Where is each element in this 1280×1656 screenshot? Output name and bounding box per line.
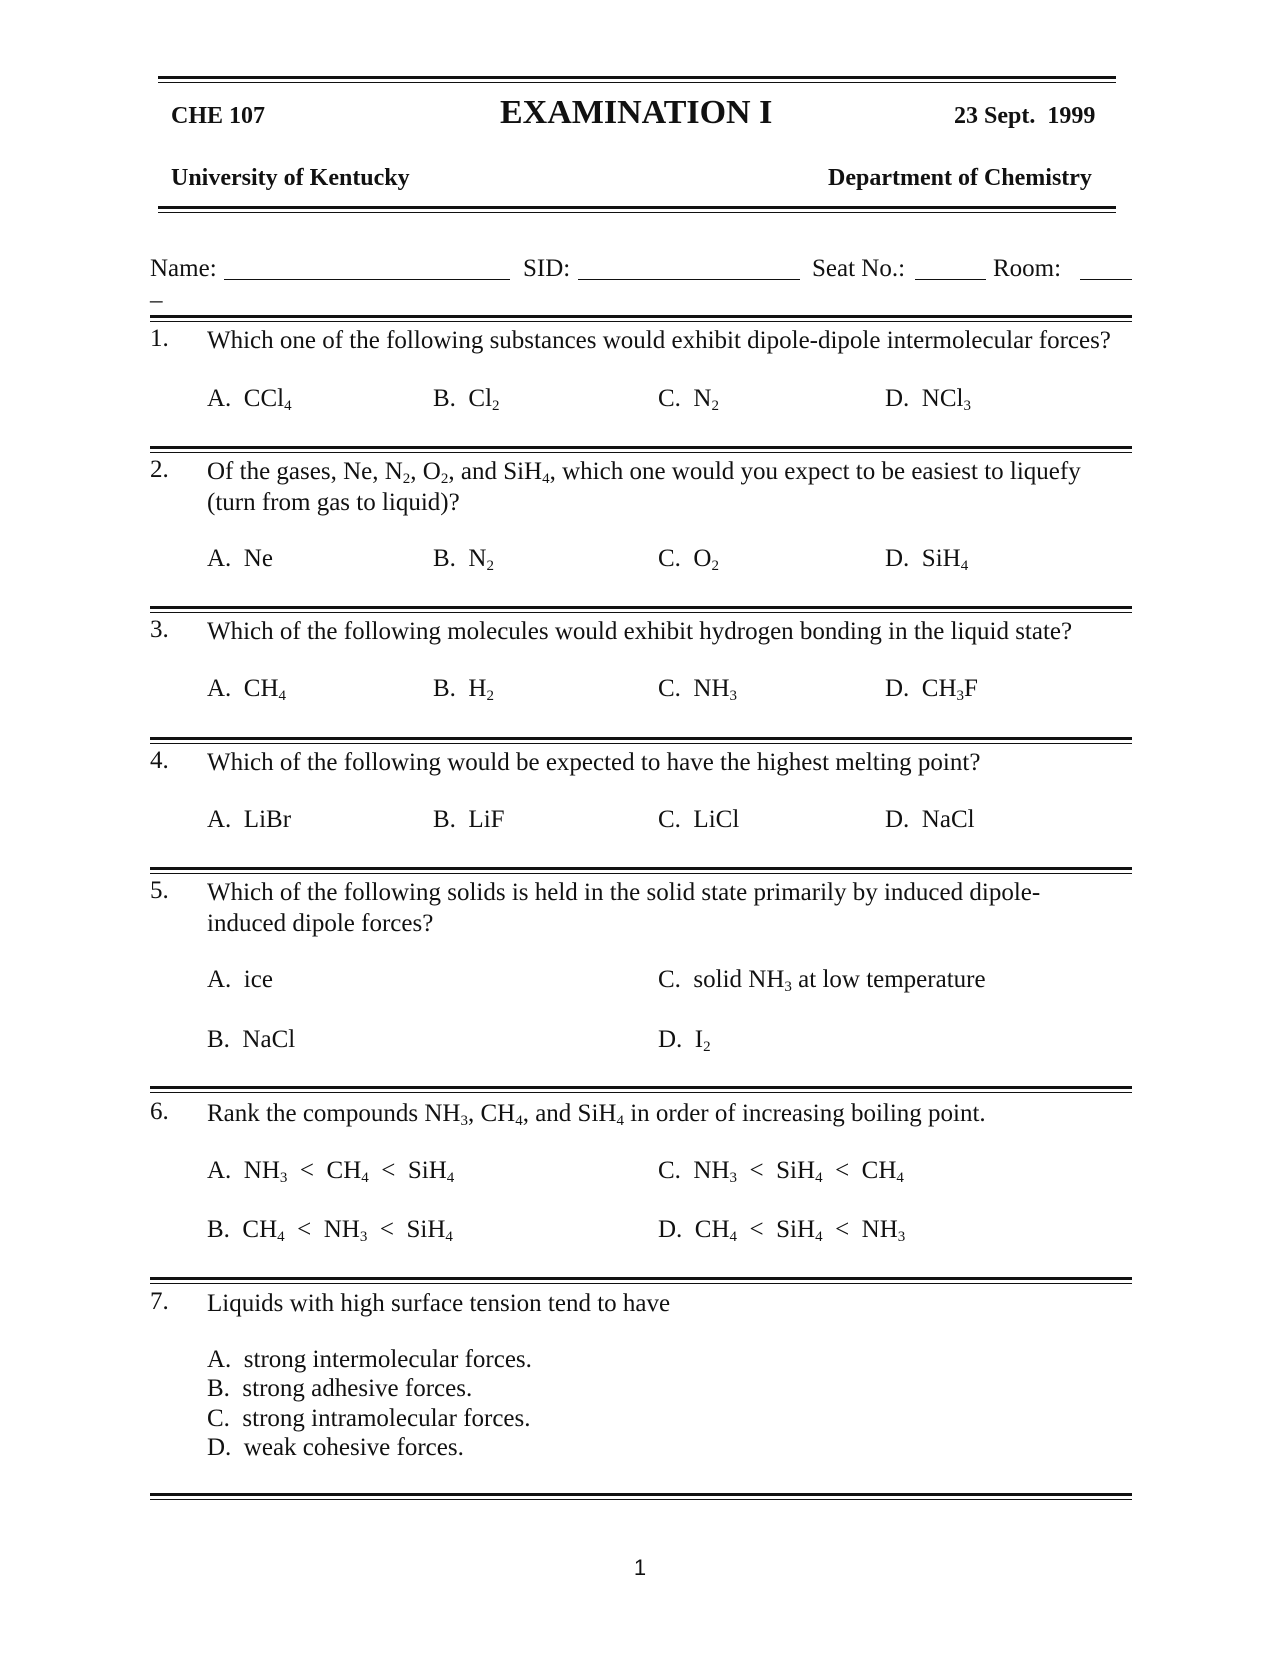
question-text: Which of the following would be expected to have the highest melting point? [207, 749, 981, 776]
option-c[interactable]: C. $NH_3 < SiH_4 < CH_4$ [658, 1157, 904, 1186]
option-b[interactable]: B. NaCl [207, 1026, 296, 1053]
room-field[interactable] [1080, 279, 1132, 280]
option-b[interactable]: B. $Cl_2$ [433, 385, 500, 414]
question-number: 2. [150, 456, 169, 483]
option-d[interactable]: D. NaCl [885, 806, 975, 833]
option-d[interactable]: D. $CH_4 < SiH_4 < NH_3$ [658, 1216, 906, 1245]
question-text: Liquids with high surface tension tend to have [207, 1290, 671, 1317]
question-text: Rank the compounds $NH_3$, $CH_4$, and SiH$_4$ in order of increasing boiling point. [207, 1100, 986, 1129]
option-d[interactable]: D. weak cohesive forces. [207, 1434, 464, 1461]
section-rule [150, 315, 1132, 318]
option-b[interactable]: B. LiF [433, 806, 505, 833]
option-a[interactable]: A. CCl$_4$ [207, 385, 292, 414]
option-a[interactable]: A. LiBr [207, 806, 292, 833]
sid-field[interactable] [578, 279, 800, 280]
option-c[interactable]: C. $NH_3$ [658, 675, 738, 704]
option-c[interactable]: C. $O_2$ [658, 545, 719, 574]
exam-date: 23 Sept. 1999 [954, 103, 1096, 129]
question-text: Of the gases, Ne, $N_2$, $O_2$, and SiH$_4$, which one would you expect to be easiest to liquefy (turn from gas to liquid)? [207, 458, 1081, 516]
option-c[interactable]: C. LiCl [658, 806, 740, 833]
seat-label: Seat No.: [812, 255, 906, 282]
option-b[interactable]: B. $N_2$ [433, 545, 494, 574]
question-text: Which of the following solids is held in the solid state primarily by induced dipole-induced dipole forces? [207, 879, 1041, 937]
stray-mark: _ [150, 278, 163, 305]
section-rule [150, 1277, 1132, 1280]
question-number: 4. [150, 747, 169, 774]
question-number: 7. [150, 1288, 169, 1315]
header-top-rule [158, 76, 1116, 79]
course-code: CHE 107 [171, 103, 266, 129]
exam-title: EXAMINATION I [500, 94, 773, 131]
section-rule [150, 606, 1132, 609]
question-text: Which of the following molecules would exhibit hydrogen bonding in the liquid state? [207, 618, 1073, 645]
option-c[interactable]: C. solid $NH_3$ at low temperature [658, 966, 986, 995]
option-d[interactable]: D. NCl$_3$ [885, 385, 971, 414]
university-name: University of Kentucky [171, 165, 410, 191]
question-number: 1. [150, 325, 169, 352]
name-label: Name: [150, 255, 217, 282]
section-rule [150, 1086, 1132, 1089]
option-b[interactable]: B. strong adhesive forces. [207, 1375, 473, 1402]
section-rule [150, 446, 1132, 449]
option-d[interactable]: D. SiH$_4$ [885, 545, 969, 574]
name-field[interactable] [224, 279, 510, 280]
page-number: 1 [633, 1555, 647, 1580]
question-number: 6. [150, 1098, 169, 1125]
option-a[interactable]: A. $CH_4$ [207, 675, 287, 704]
sid-label: SID: [523, 255, 571, 282]
section-rule [150, 1493, 1132, 1496]
option-d[interactable]: D. $I_2$ [658, 1026, 711, 1055]
option-b[interactable]: B. $H_2$ [433, 675, 494, 704]
option-a[interactable]: A. strong intermolecular forces. [207, 1346, 532, 1373]
question-number: 5. [150, 877, 169, 904]
department-name: Department of Chemistry [828, 165, 1092, 191]
option-d[interactable]: D. $CH_3F$ [885, 675, 978, 704]
option-b[interactable]: B. $CH_4 < NH_3 < SiH_4$ [207, 1216, 453, 1245]
option-a[interactable]: A. $NH_3 < CH_4 < SiH_4$ [207, 1157, 455, 1186]
option-a[interactable]: A. Ne [207, 545, 273, 572]
question-text: Which one of the following substances would exhibit dipole-dipole intermolecular forces? [207, 327, 1111, 354]
section-rule [150, 737, 1132, 740]
question-number: 3. [150, 616, 169, 643]
option-c[interactable]: C. $N_2$ [658, 385, 719, 414]
option-c[interactable]: C. strong intramolecular forces. [207, 1405, 531, 1432]
header-bottom-rule [158, 206, 1116, 209]
option-a[interactable]: A. ice [207, 966, 273, 993]
section-rule [150, 867, 1132, 870]
seat-field[interactable] [915, 279, 986, 280]
room-label: Room: [993, 255, 1062, 282]
